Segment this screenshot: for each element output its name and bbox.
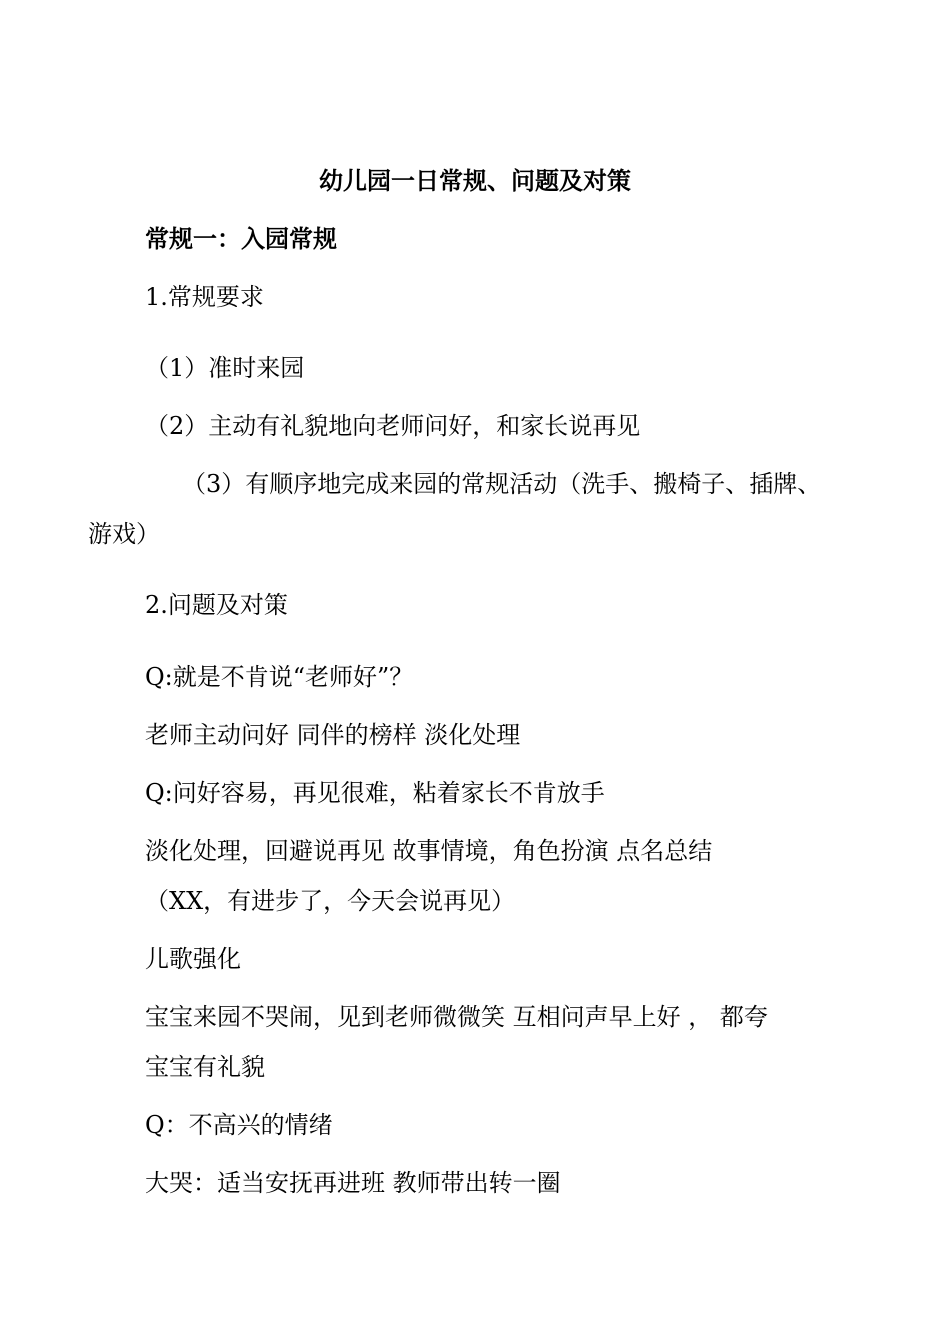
rhyme-line-2: 宝宝有礼貌 <box>145 1053 265 1081</box>
question-3: Q：不高兴的情绪 <box>145 1111 333 1139</box>
answer-1: 老师主动问好 同伴的榜样 淡化处理 <box>145 721 521 749</box>
requirement-item-1: （1）准时来园 <box>145 354 305 382</box>
document-title: 幼儿园一日常规、问题及对策 <box>319 166 631 195</box>
subheading-problems: 2.问题及对策 <box>145 591 288 619</box>
question-1: Q:就是不肯说“老师好”？ <box>145 663 414 691</box>
requirement-item-2: （2）主动有礼貌地向老师问好，和家长说再见 <box>145 412 641 440</box>
rhyme-heading: 儿歌强化 <box>145 945 241 973</box>
requirement-item-3: （3）有顺序地完成来园的常规活动（洗手、搬椅子、插牌、 <box>182 470 822 498</box>
rhyme-line-1: 宝宝来园不哭闹，见到老师微微笑 互相问声早上好 ， 都夸 <box>145 1003 768 1031</box>
question-2: Q:问好容易，再见很难，粘着家长不肯放手 <box>145 779 605 807</box>
subheading-requirements: 1.常规要求 <box>145 283 264 311</box>
answer-3: 大哭：适当安抚再进班 教师带出转一圈 <box>145 1169 561 1197</box>
requirement-item-3-continued: 游戏） <box>88 520 160 548</box>
answer-2-continued: （XX，有进步了，今天会说再见） <box>145 887 516 915</box>
answer-2: 淡化处理，回避说再见 故事情境，角色扮演 点名总结 <box>145 837 713 865</box>
section-heading: 常规一：入园常规 <box>145 224 337 253</box>
